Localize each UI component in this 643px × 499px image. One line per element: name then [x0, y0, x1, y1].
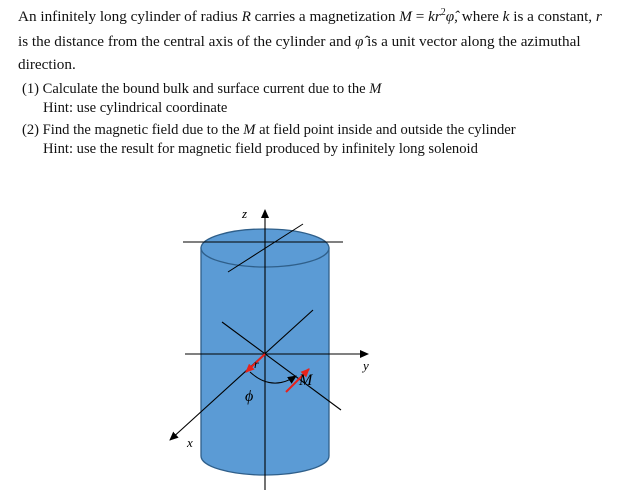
question-2-text: (2) Find the magnetic field due to the — [22, 122, 244, 138]
symbol-phi-hat: φ̂ — [354, 33, 364, 51]
question-2-text: at field point inside and outside the cylinder — [255, 122, 516, 138]
exponent: 2 — [440, 7, 446, 18]
z-label: z — [242, 206, 248, 221]
phi-label: ϕ — [245, 388, 254, 405]
question-2-hint: Hint: use the result for magnetic field produced by infinitely long solenoid — [43, 141, 478, 157]
text: An infinitely long cylinder of radius — [18, 8, 242, 26]
text: = — [411, 8, 429, 26]
statement-line-3: direction. — [18, 56, 76, 74]
text: , where — [454, 8, 503, 26]
text: is a unit vector along the azimuthal — [363, 33, 581, 51]
symbol-M: M — [399, 8, 412, 26]
question-1-text: (1) Calculate the bound bulk and surface current due to the — [22, 81, 370, 97]
question-1-hint: Hint: use cylindrical coordinate — [43, 100, 228, 116]
text: carries a magnetization — [250, 8, 400, 26]
text: is a constant, — [509, 8, 596, 26]
symbol-kr: kr — [428, 8, 441, 26]
symbol-r: r — [595, 8, 602, 26]
r-label: r — [254, 357, 259, 371]
symbol-M: M — [243, 122, 256, 138]
text: is the distance from the central axis of the cylinder and — [18, 33, 355, 51]
symbol-R: R — [241, 8, 251, 26]
y-label: y — [363, 358, 369, 373]
x-label: x — [187, 435, 193, 450]
m-label: M — [299, 372, 313, 389]
symbol-phi-hat: φ̂ — [445, 8, 455, 26]
symbol-M: M — [369, 81, 382, 97]
symbol-k: k — [502, 8, 510, 26]
